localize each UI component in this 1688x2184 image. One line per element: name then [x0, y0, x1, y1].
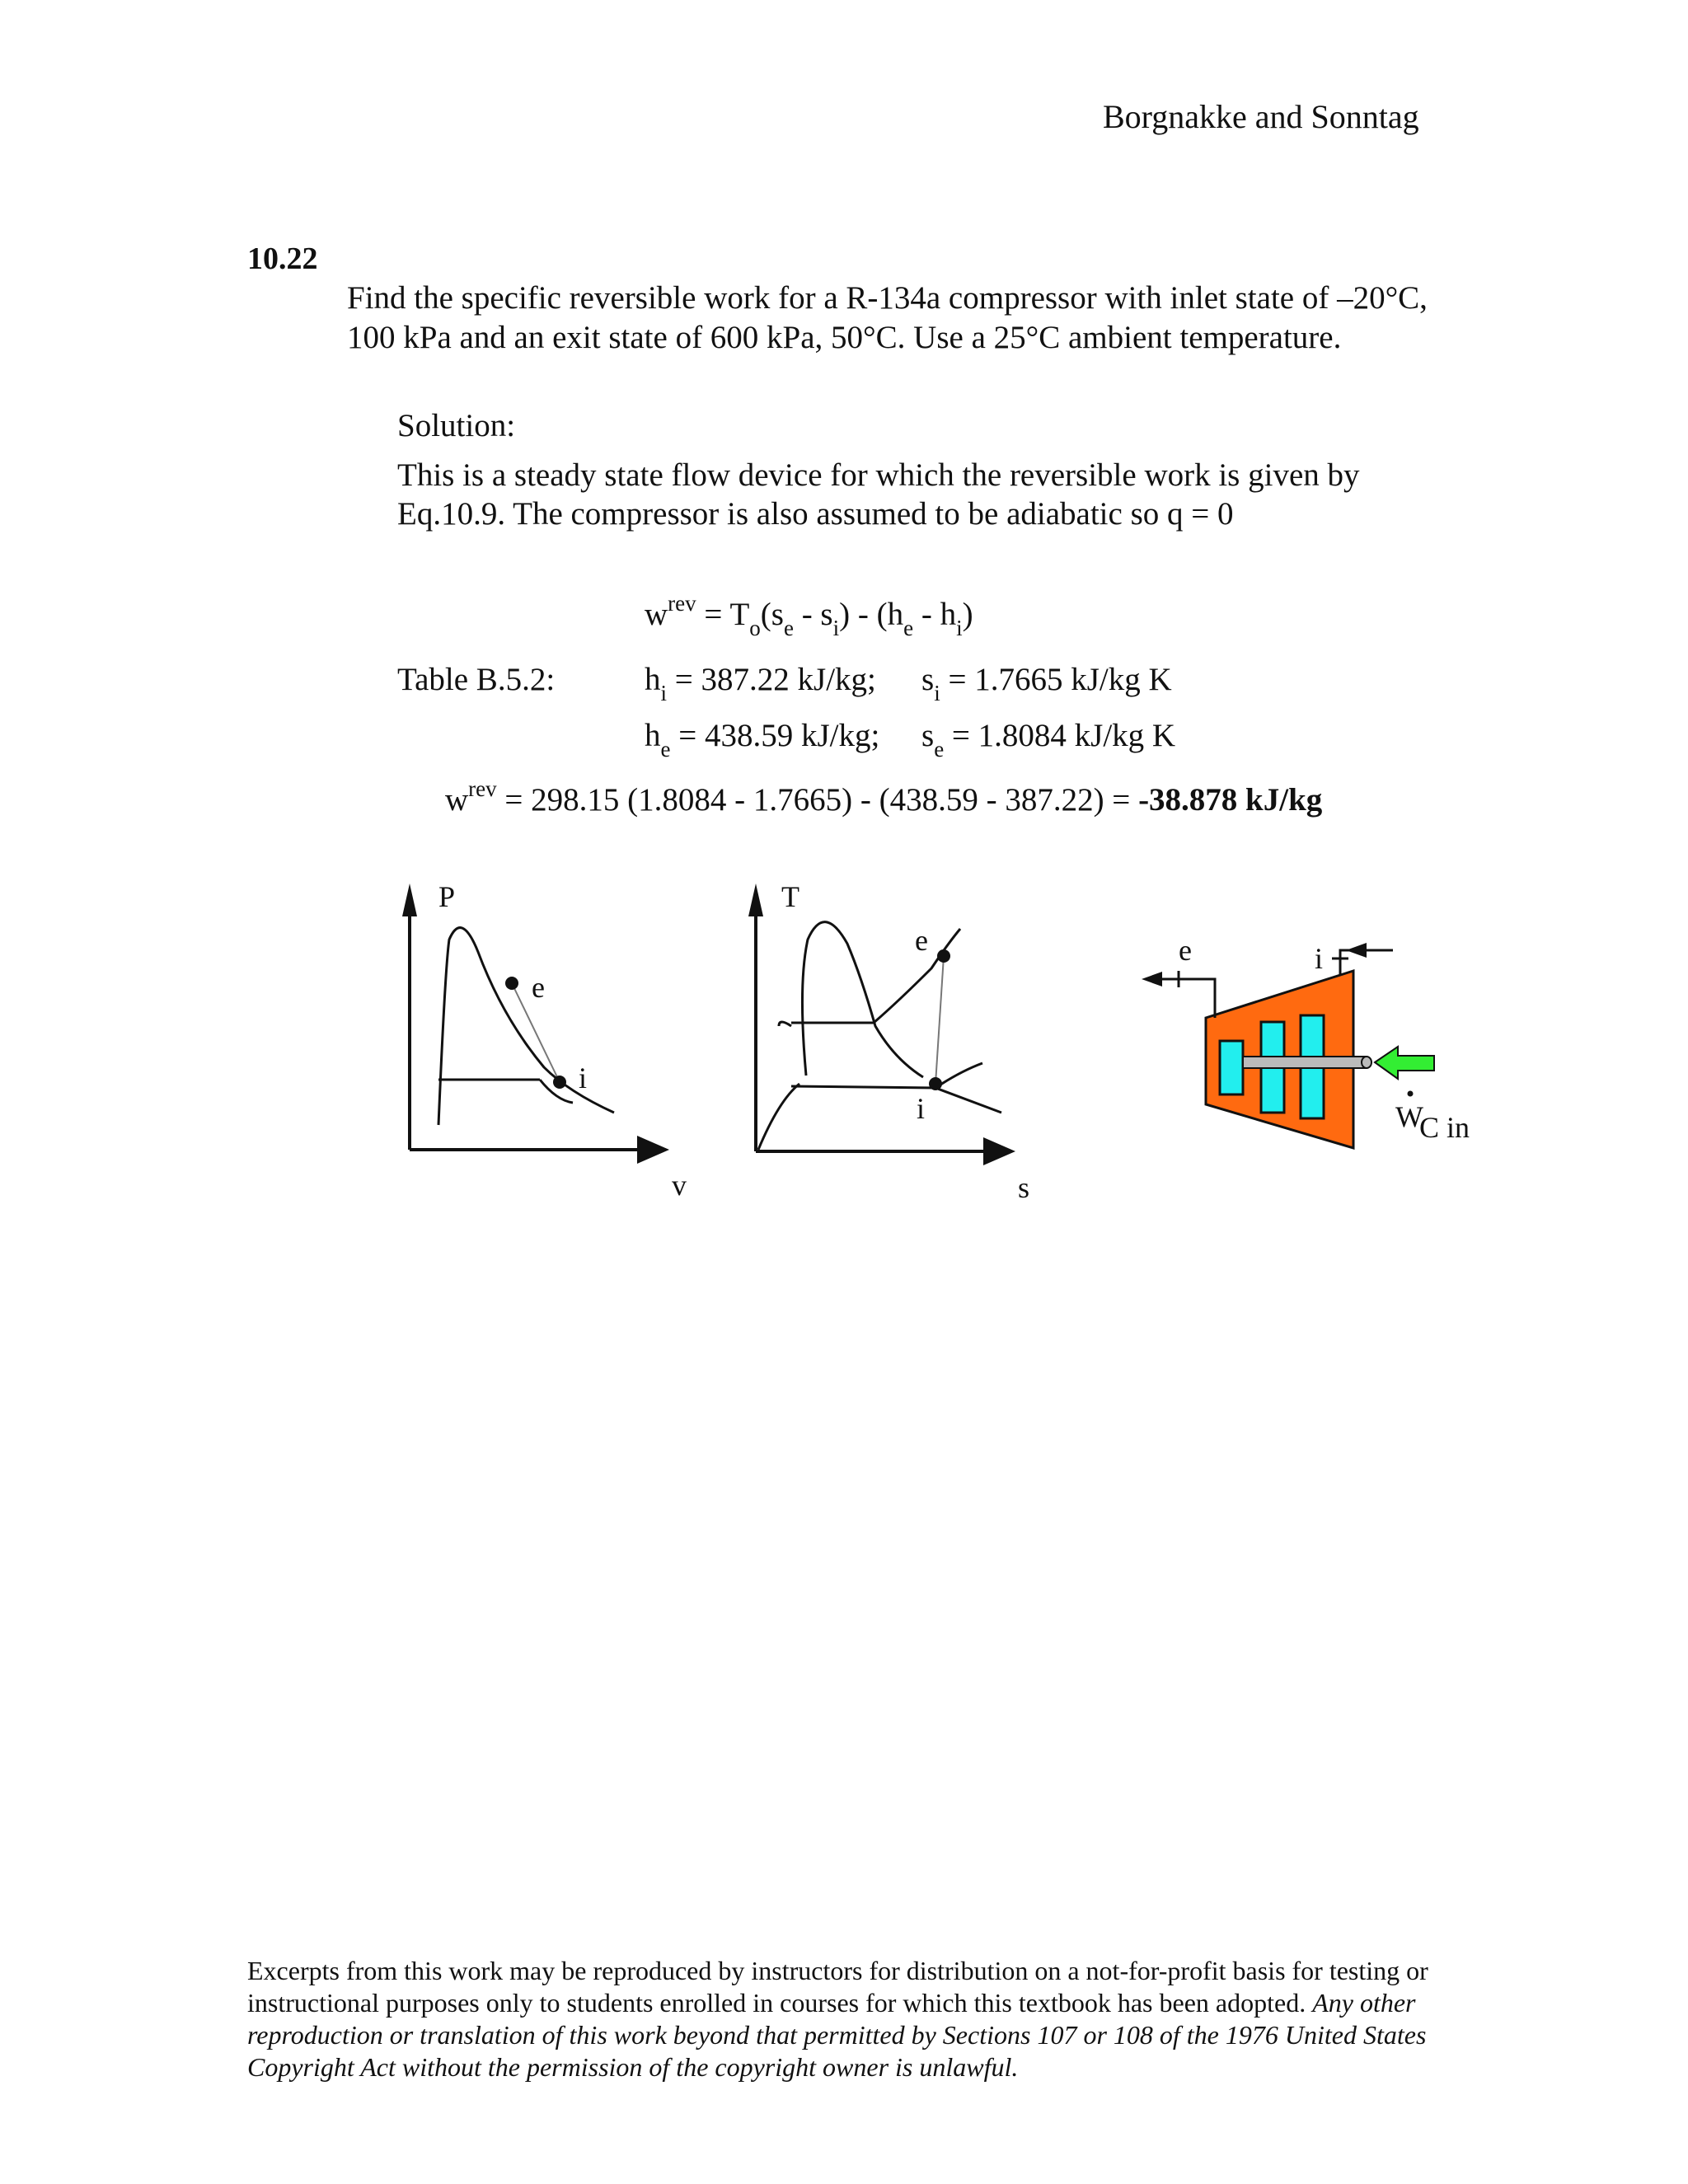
shaft-end [1362, 1057, 1372, 1068]
header-authors: Borgnakke and Sonntag [1103, 98, 1419, 135]
work-input-arrow [1375, 1047, 1434, 1079]
ts-y-label: T [781, 880, 799, 913]
compressor-exit-label: e [1179, 934, 1192, 967]
inlet-entropy-value: = 1.7665 kJ/kg K [948, 662, 1172, 697]
pv-y-label: P [438, 880, 456, 913]
ts-saturation-dome [802, 922, 923, 1077]
problem-number: 10.22 [247, 241, 318, 276]
exit-enthalpy-value: = 438.59 kJ/kg; [678, 718, 880, 753]
inlet-entropy: $s_i = 1.7665$ kJ/kg K [921, 662, 1172, 705]
ts-state-i-point [929, 1077, 942, 1090]
compressor-blade-1 [1220, 1041, 1243, 1094]
problem-statement: Find the specific reversible work for a R-134a compressor with inlet state of –20°C, 100 kPa and an exit state of 600 kPa, 50°C. Use a 25°C ambient temperature. [347, 280, 1428, 355]
footer-italic-text: Any other reproduction or translation of this work beyond that permitted by Sections 107 or 108 of the 1976 United States Copyright Act without the permission of the copyright owner is unlawful. [247, 1988, 1427, 2082]
compressor-schematic [1142, 934, 1470, 1148]
exit-enthalpy: $h_e = 438.59$ kJ/kg; [645, 718, 880, 762]
ts-isobar-low [791, 1086, 935, 1088]
work-symbol: W [1395, 1100, 1423, 1133]
table-reference: Table B.5.2: [397, 662, 556, 697]
work-label: C in [1419, 1111, 1470, 1144]
inlet-enthalpy-value: = 387.22 kJ/kg; [674, 662, 876, 697]
ts-isobar-low-super [935, 1063, 982, 1088]
ts-isobar-low-tail [935, 1088, 1001, 1113]
ts-state-e-point [937, 949, 950, 963]
ts-i-label: i [917, 1092, 926, 1125]
solution-label: Solution: [397, 408, 516, 443]
ts-x-label: s [1018, 1171, 1030, 1204]
ts-liquid-line-upper [779, 1022, 791, 1026]
exit-pipe [1162, 979, 1215, 1018]
result-equation: $w^{rev} = 298.15$ (1.8084 - 1.7665) - (438.59 - 387.22) = -38.878 kJ/kg [445, 776, 1323, 818]
pv-i-label: i [579, 1062, 588, 1094]
compressor-inlet-label: i [1315, 942, 1324, 975]
ts-liquid-line [758, 1084, 799, 1150]
pv-saturation-dome [438, 928, 614, 1125]
ts-process-line [935, 956, 944, 1084]
footer-text: Excerpts from this work may be reproduced by instructors for distribution on a not-for-profit basis for testing or instructional purposes only to students enrolled in courses for which this textbook has been adopted. [247, 1956, 1428, 2018]
ts-e-label: e [915, 924, 928, 957]
ts-y-arrow [748, 883, 763, 916]
inlet-arrow-head [1346, 943, 1367, 958]
pv-x-arrow [637, 1136, 669, 1164]
pv-e-label: e [532, 971, 545, 1004]
copyright-footer [247, 1955, 1451, 2083]
result-expression: = 298.15 (1.8084 - 1.7665) - (438.59 - 387.22) = [504, 782, 1131, 818]
process-diagrams [330, 861, 1500, 1216]
exit-entropy: $s_e = 1.8084$ kJ/kg K [921, 718, 1176, 762]
result-value: -38.878 kJ/kg [1138, 782, 1323, 818]
inlet-enthalpy: $h_i = 387.22$ kJ/kg; [645, 662, 876, 705]
exit-arrow-head [1142, 972, 1162, 987]
compressor-shaft [1243, 1057, 1367, 1068]
pv-state-i-point [553, 1076, 566, 1089]
solution-text: This is a steady state flow device for which the reversible work is given by Eq.10.9. The compressor is also assumed to be adiabatic so q = 0 [397, 457, 1360, 532]
exit-entropy-value: = 1.8084 kJ/kg K [951, 718, 1176, 753]
ts-diagram [748, 880, 1029, 1204]
ts-x-arrow [983, 1137, 1015, 1165]
pv-state-e-point [505, 977, 518, 990]
pv-diagram [402, 880, 687, 1202]
pv-y-arrow [402, 883, 417, 916]
reversible-work-equation: $w^{rev} = T_o(s_e - s_i) - (h_e - h_i)$ [645, 591, 973, 640]
pv-x-label: v [672, 1169, 687, 1202]
w-dot [1408, 1091, 1414, 1097]
